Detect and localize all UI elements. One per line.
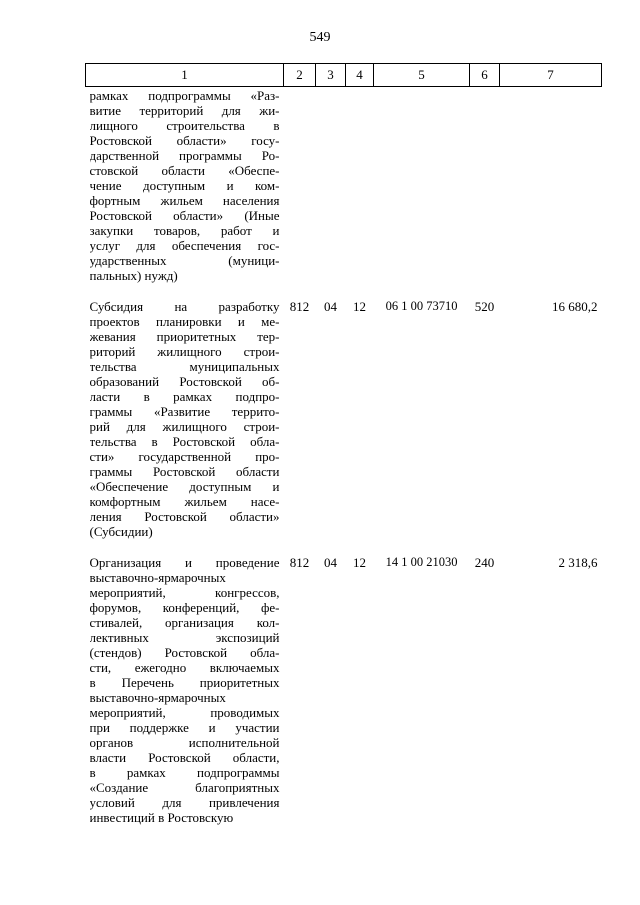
description-line: витие территорий для жи- xyxy=(89,103,280,118)
description-line: в рамках подпрограммы xyxy=(89,765,280,780)
expense-type-code: 240 xyxy=(474,555,495,570)
column-header: 6 xyxy=(470,64,500,87)
description-line: ударственных (муници- xyxy=(89,253,280,268)
amount xyxy=(500,87,602,284)
description-line: Ростовской области» госу- xyxy=(89,133,280,148)
table-row xyxy=(86,299,602,539)
ministry-code: 812 xyxy=(289,555,310,570)
description-line: риторий жилищного строи- xyxy=(89,344,280,359)
table-row xyxy=(86,87,602,284)
description-line: форумов, конференций, фе- xyxy=(89,600,280,615)
column-header: 5 xyxy=(374,64,470,87)
amount: 16 680,2 xyxy=(552,299,598,314)
description-line: Субсидия на разработку xyxy=(89,299,280,314)
page-number: 549 xyxy=(309,30,331,45)
row-spacer-cell xyxy=(86,539,602,555)
description-line: «Обеспечение доступным и xyxy=(89,479,280,494)
description-line: Ростовской области» (Иные xyxy=(89,208,280,223)
description-line: тельства муниципальных xyxy=(89,359,280,374)
expense-type-code xyxy=(470,87,500,284)
description-line: (Субсидии) xyxy=(89,524,153,539)
description-line: рамках подпрограммы «Раз- xyxy=(89,88,280,103)
description-line: условий для привлечения xyxy=(89,795,280,810)
section-code: 04 xyxy=(324,555,337,570)
row-spacer xyxy=(86,539,602,555)
table-header-row xyxy=(86,64,602,87)
budget-table xyxy=(85,63,602,825)
row-description xyxy=(86,87,284,284)
description-line: граммы Ростовской области xyxy=(89,464,280,479)
description-line: ласти в рамках подпро- xyxy=(89,389,280,404)
description-line: власти Ростовской области, xyxy=(89,750,280,765)
description-line: сти, ежегодно включаемых xyxy=(89,660,280,675)
subsection-code xyxy=(346,87,374,284)
description-line: выставочно-ярмарочных xyxy=(89,570,226,585)
column-header: 4 xyxy=(346,64,374,87)
description-line: лищного строительства в xyxy=(89,118,280,133)
subsection-code: 12 xyxy=(353,299,366,314)
description-line: мероприятий, конгрессов, xyxy=(89,585,280,600)
description-line: тельства в Ростовской обла- xyxy=(89,434,280,449)
target-article-code: 06 1 00 73710 xyxy=(385,299,458,313)
description-line: граммы «Развитие террито- xyxy=(89,404,280,419)
table-body xyxy=(86,87,602,826)
row-description xyxy=(86,299,284,539)
ministry-code xyxy=(284,87,316,284)
description-line: проектов планировки и ме- xyxy=(89,314,280,329)
description-line: стивалей, организация кол- xyxy=(89,615,280,630)
section-code xyxy=(316,87,346,284)
column-header: 3 xyxy=(316,64,346,87)
row-spacer xyxy=(86,283,602,299)
description-line: жевания приоритетных тер- xyxy=(89,329,280,344)
ministry-code: 812 xyxy=(289,299,310,314)
amount: 2 318,6 xyxy=(558,555,598,570)
description-line: чение доступным и ком- xyxy=(89,178,280,193)
description-line: «Создание благоприятных xyxy=(89,780,280,795)
description-line: закупки товаров, работ и xyxy=(89,223,280,238)
column-header: 2 xyxy=(284,64,316,87)
column-header: 1 xyxy=(86,64,284,87)
description-line: лективных экспозиций xyxy=(89,630,280,645)
description-line: в Перечень приоритетных xyxy=(89,675,280,690)
description-line: сти» государственной про- xyxy=(89,449,280,464)
row-spacer-cell xyxy=(86,283,602,299)
description-line: (стендов) Ростовской обла- xyxy=(89,645,280,660)
description-line: дарственной программы Ро- xyxy=(89,148,280,163)
target-article-code: 14 1 00 21030 xyxy=(385,555,458,569)
description-line: инвестиций в Ростовскую xyxy=(89,810,234,825)
description-line: рий для жилищного строи- xyxy=(89,419,280,434)
description-line: комфортным жильем насе- xyxy=(89,494,280,509)
description-line: выставочно-ярмарочных xyxy=(89,690,226,705)
description-line: фортным жильем населения xyxy=(89,193,280,208)
subsection-code: 12 xyxy=(353,555,366,570)
section-code: 04 xyxy=(324,299,337,314)
description-line: образований Ростовской об- xyxy=(89,374,280,389)
description-line: органов исполнительной xyxy=(89,735,280,750)
table-row xyxy=(86,555,602,825)
description-line: мероприятий, проводимых xyxy=(89,705,280,720)
description-line: стовской области «Обеспе- xyxy=(89,163,280,178)
description-line: услуг для обеспечения гос- xyxy=(89,238,280,253)
row-description xyxy=(86,555,284,825)
target-article-code xyxy=(374,87,470,284)
description-line: при поддержке и участии xyxy=(89,720,280,735)
column-header: 7 xyxy=(500,64,602,87)
expense-type-code: 520 xyxy=(474,299,495,314)
description-line: Организация и проведение xyxy=(89,555,280,570)
description-line: пальных) нужд) xyxy=(89,268,178,283)
description-line: ления Ростовской области» xyxy=(89,509,280,524)
